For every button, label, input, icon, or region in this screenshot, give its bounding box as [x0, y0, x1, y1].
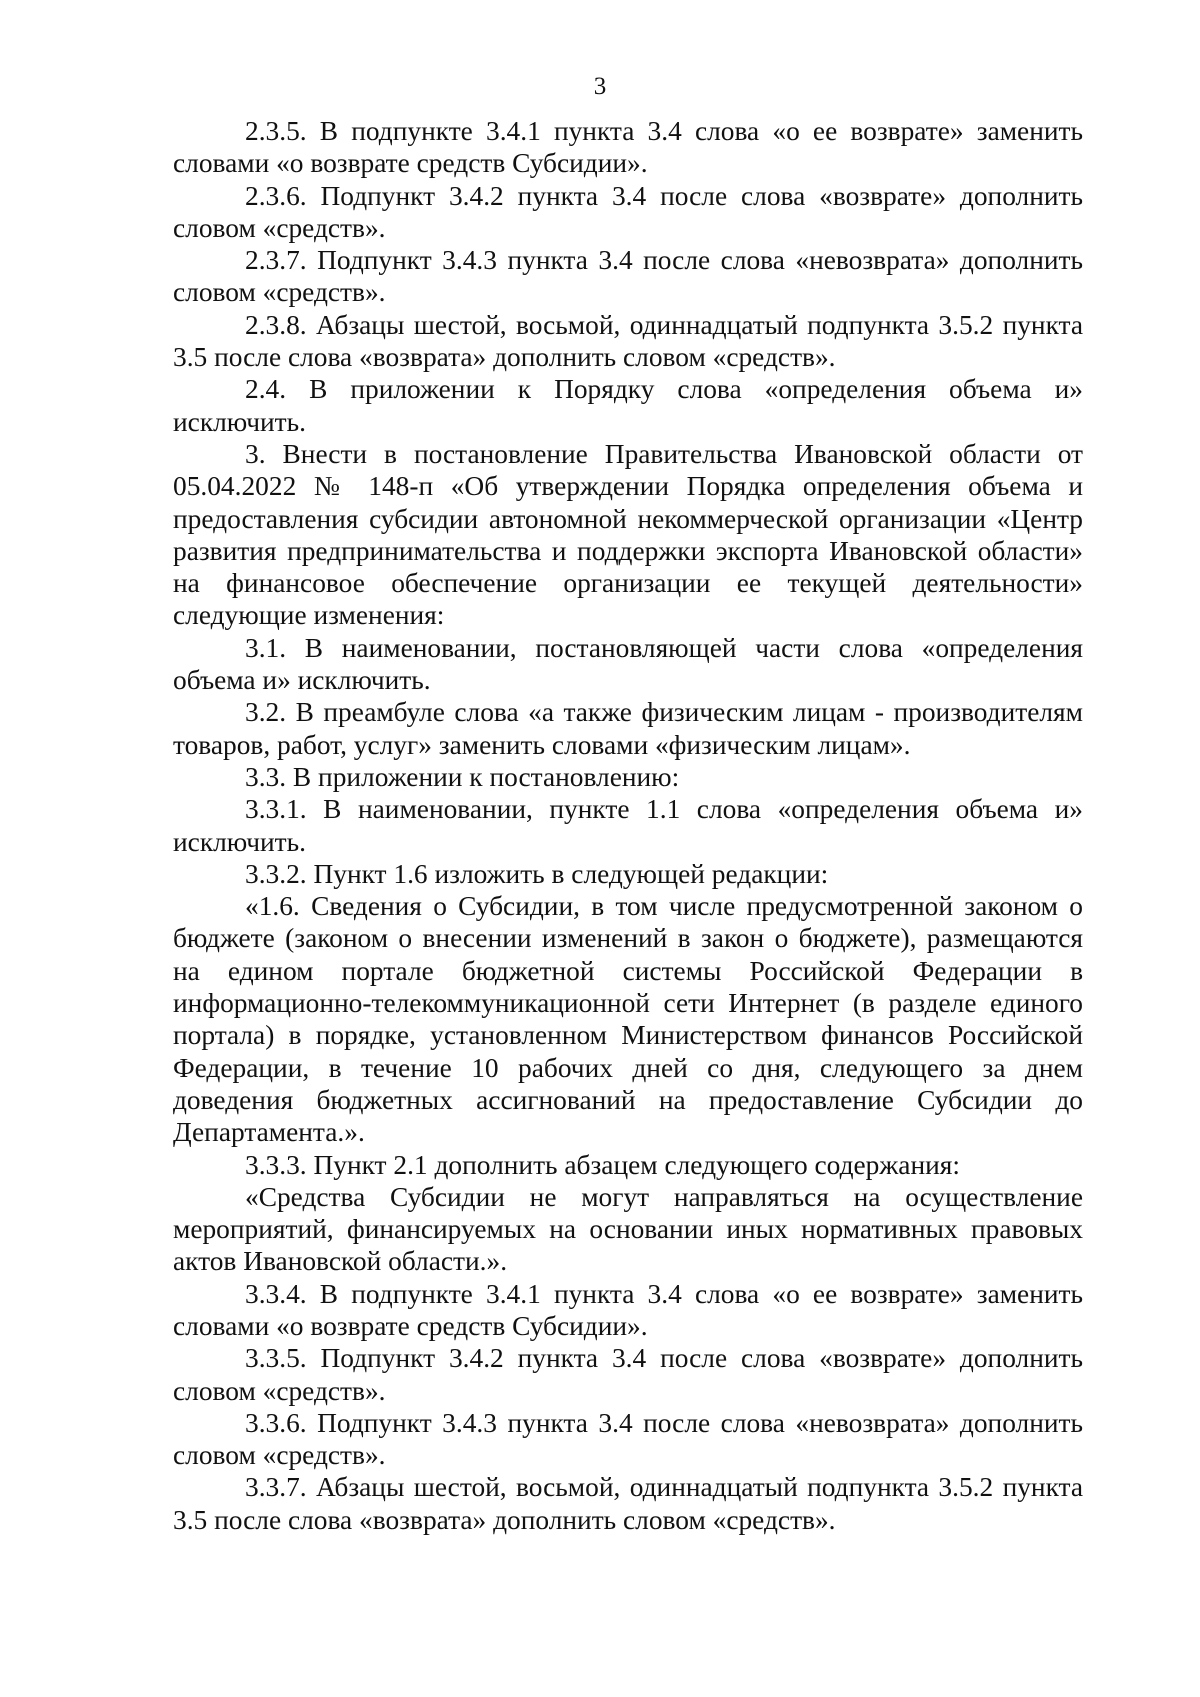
paragraph-3-2: 3.2. В преамбуле слова «а также физическим лицам - производителям товаров, работ, услуг» заменить словами «физическим лицам». — [173, 697, 1083, 760]
paragraph-3-3-6: 3.3.6. Подпункт 3.4.3 пункта 3.4 после слова «невозврата» дополнить словом «средств». — [173, 1407, 1083, 1471]
paragraph-3-3: 3.3. В приложении к постановлению: — [245, 761, 680, 792]
paragraph-2-3-6: 2.3.6. Подпункт 3.4.2 пункта 3.4 после слова «возврате» дополнить словом «средств». — [173, 180, 1083, 243]
page-number: 3 — [593, 73, 607, 100]
paragraph-3-3-3: 3.3.3. Пункт 2.1 дополнить абзацем следующего содержания: — [245, 1149, 960, 1180]
paragraph-2-3-7: 2.3.7. Подпункт 3.4.3 пункта 3.4 после слова «невозврата» дополнить словом «средств». — [173, 245, 1083, 308]
paragraph-3-3-5: 3.3.5. Подпункт 3.4.2 пункта 3.4 после слова «возврате» дополнить словом «средств». — [173, 1343, 1083, 1406]
document-body — [173, 115, 1083, 1536]
paragraph-subsidy-quote: «Средства Субсидии не могут направляться на осуществление мероприятий, финансируемых на основании иных нормативных правовых актов Ивановской области.». — [173, 1181, 1083, 1277]
paragraph-2-3-8: 2.3.8. Абзацы шестой, восьмой, одиннадцатый подпункта 3.5.2 пункта 3.5 после слова «возврата» дополнить словом «средств». — [173, 309, 1083, 373]
paragraph-1-6-quote: «1.6. Сведения о Субсидии, в том числе предусмотренной законом о бюджете (законом о внесении изменений в закон о бюджете), размещаются на едином портале бюджетной системы Российской Федерации в информационно-телекоммуникационной сети Интернет (в разделе единого портала) в порядке, установленном Министерством финансов Российской Федерации, в течение 10 рабочих дней со дня, следующего за днем доведения бюджетных ассигнований на предоставление Субсидии до Департамента.». — [173, 891, 1083, 1148]
paragraph-2-3-5: 2.3.5. В подпункте 3.4.1 пункта 3.4 слова «о ее возврате» заменить словами «о возврате средств Субсидии». — [173, 116, 1083, 179]
paragraph-3: 3. Внести в постановление Правительства Ивановской области от 05.04.2022 № 148-п «Об утверждении Порядка определения объема и предоставления субсидии автономной некоммерческой организации «Центр развития предпринимательства и поддержки экспорта Ивановской области» на финансовое обеспечение организации ее текущей деятельности» следующие изменения: — [173, 438, 1083, 631]
paragraph-2-4: 2.4. В приложении к Порядку слова «определения объема и» исключить. — [173, 374, 1083, 437]
paragraph-3-3-7: 3.3.7. Абзацы шестой, восьмой, одиннадцатый подпункта 3.5.2 пункта 3.5 после слова «возврата» дополнить словом «средств». — [173, 1472, 1083, 1535]
paragraph-3-1: 3.1. В наименовании, постановляющей части слова «определения объема и» исключить. — [173, 632, 1083, 696]
paragraph-3-3-4: 3.3.4. В подпункте 3.4.1 пункта 3.4 слова «о ее возврате» заменить словами «о возврате средств Субсидии». — [173, 1278, 1083, 1341]
paragraph-3-3-2: 3.3.2. Пункт 1.6 изложить в следующей редакции: — [245, 858, 829, 889]
paragraph-3-3-1: 3.3.1. В наименовании, пункте 1.1 слова «определения объема и» исключить. — [173, 794, 1083, 857]
